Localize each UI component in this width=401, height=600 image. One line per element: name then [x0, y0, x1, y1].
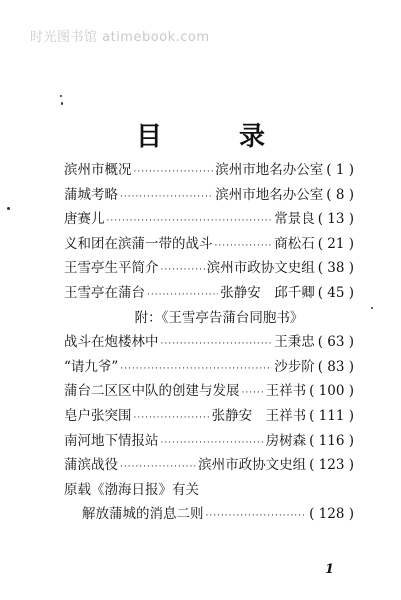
entry-title: 蒲滨战役 [64, 457, 118, 474]
toc-entry[interactable] [64, 429, 354, 454]
ink-speck [60, 95, 62, 97]
dot-leader [120, 462, 196, 472]
dot-leader [161, 438, 264, 448]
entry-page: ( 13 ) [317, 211, 354, 228]
entry-author: 沙步阶 [274, 358, 315, 375]
entry-author: 滨州市地名办公室 [215, 186, 324, 203]
entry-author: 张静安 邱千卿 [220, 284, 315, 301]
dot-leader [161, 265, 205, 275]
entry-title: 滨州市概况 [64, 162, 132, 178]
entry-title: 解放蒲城的消息二则 [82, 506, 204, 523]
toc-entry[interactable] [64, 207, 354, 232]
toc-entry[interactable] [64, 281, 354, 306]
dot-leader [147, 290, 218, 300]
entry-page: ( 83 ) [317, 358, 354, 375]
entry-title: 蒲城考略 [64, 186, 118, 203]
entry-title: “请九爷” [64, 358, 119, 375]
entry-title: 王雪亭生平简介 [64, 260, 159, 277]
toc-entry[interactable] [64, 404, 354, 429]
entry-page: ( 8 ) [326, 186, 354, 203]
ink-speck [7, 207, 10, 210]
ink-speck [371, 307, 373, 309]
entry-page: ( 38 ) [317, 260, 354, 277]
entry-author: 常景良 [274, 211, 315, 228]
toc-entry[interactable] [64, 478, 354, 503]
entry-page: ( 128 ) [309, 506, 354, 523]
entry-page: ( 63 ) [317, 334, 354, 351]
dot-leader [107, 216, 273, 226]
entry-title: 义和团在滨蒲一带的战斗 [64, 235, 213, 252]
entry-page: ( 100 ) [309, 383, 354, 400]
dot-leader [161, 339, 273, 349]
entry-title: 原载《渤海日报》有关 [64, 481, 199, 498]
dot-leader [134, 413, 210, 423]
toc-entry[interactable] [64, 330, 354, 355]
table-of-contents [64, 158, 354, 527]
entry-page: ( 111 ) [309, 407, 354, 424]
toc-entry[interactable] [64, 502, 354, 527]
entry-author: 滨州市地名办公室 [215, 162, 324, 178]
page-title: 目 录 [135, 122, 300, 152]
entry-page: ( 116 ) [309, 432, 354, 449]
dot-leader [120, 192, 213, 202]
entry-page: ( 45 ) [317, 284, 354, 301]
dot-leader [206, 511, 305, 521]
toc-entry[interactable] [64, 183, 354, 208]
ink-speck [61, 102, 63, 105]
page-number: 1 [325, 562, 335, 577]
toc-entry[interactable] [64, 355, 354, 380]
entry-title: 皂户张突围 [64, 407, 132, 424]
toc-entry[interactable] [64, 379, 354, 404]
dot-leader [120, 364, 272, 374]
entry-title: 蒲台二区区中队的创建与发展 [64, 383, 240, 400]
toc-entry[interactable] [64, 256, 354, 281]
entry-author: 房树森 [265, 432, 307, 449]
entry-author: 王祥书 [265, 383, 307, 400]
entry-page: ( 21 ) [317, 235, 354, 252]
entry-title: 战斗在炮楼林中 [64, 334, 159, 351]
toc-entry[interactable] [64, 232, 354, 257]
entry-author: 商松石 [274, 235, 315, 252]
toc-entry[interactable] [64, 158, 354, 183]
entry-page: ( 123 ) [309, 457, 354, 474]
entry-title: 附：《王雪亭告蒲台同胞书》 [134, 309, 304, 326]
entry-title: 王雪亭在蒲台 [64, 284, 145, 301]
entry-page: ( 1 ) [326, 162, 354, 178]
entry-author: 滨州市政协文史组 [206, 260, 315, 277]
entry-title: 唐赛儿 [64, 211, 105, 228]
dot-leader [215, 241, 273, 251]
watermark: 时光图书馆 atimebook.com [30, 30, 210, 45]
entry-author: 王秉忠 [274, 334, 315, 351]
dot-leader [134, 167, 214, 177]
entry-author: 张静安 王祥书 [211, 407, 307, 424]
entry-title: 南河地下情报站 [64, 432, 159, 449]
toc-entry[interactable] [64, 453, 354, 478]
dot-leader [242, 388, 264, 398]
entry-author: 滨州市政协文史组 [198, 457, 307, 474]
toc-appendix-note[interactable] [64, 306, 354, 331]
